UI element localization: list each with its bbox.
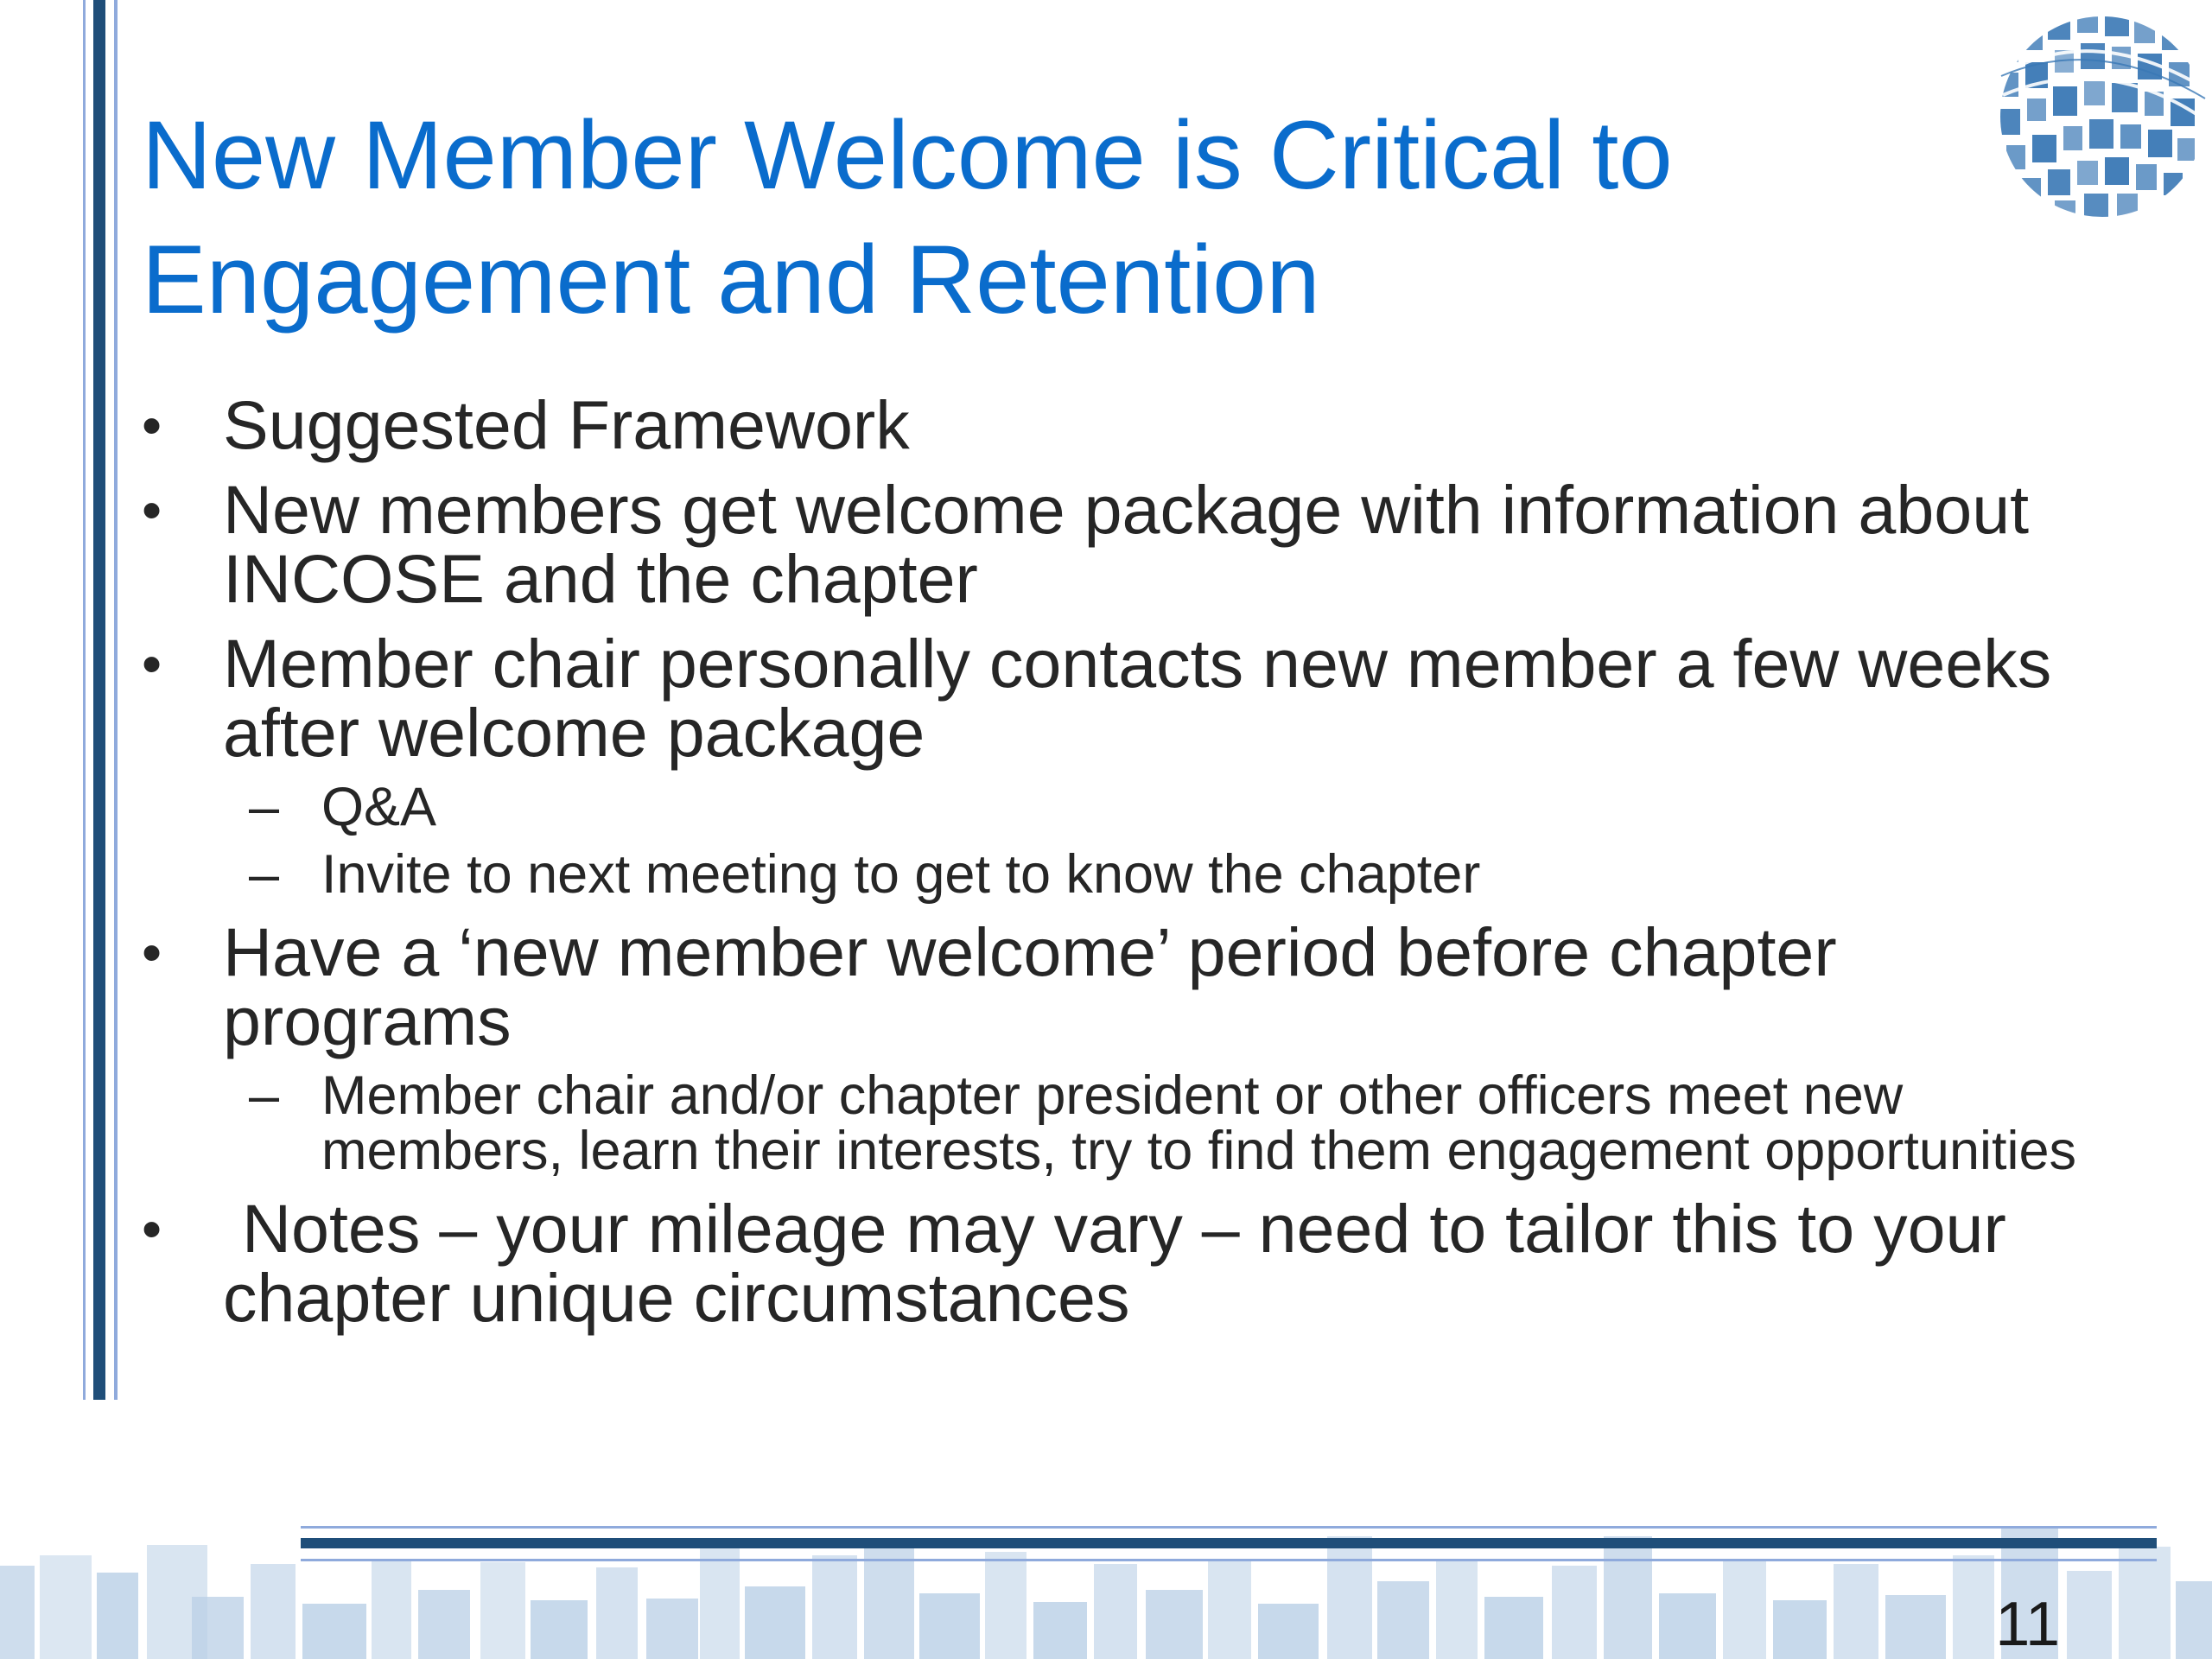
title-line-1: New Member Welcome is Critical to xyxy=(142,101,1673,209)
dash-marker: – xyxy=(249,844,280,905)
bullet-marker: • xyxy=(142,632,162,696)
bullet-marker: • xyxy=(142,478,162,542)
globe-tiles-logo xyxy=(1994,9,2210,225)
bullet-text: Suggested Framework xyxy=(223,386,910,463)
sub-bullet-list xyxy=(223,777,2094,905)
sub-bullet-text: Invite to next meeting to get to know the chapter xyxy=(321,844,1481,905)
left-rule-thin xyxy=(83,0,86,1400)
bullet-marker: • xyxy=(142,920,162,984)
dash-marker: – xyxy=(249,1065,280,1126)
dash-marker: – xyxy=(249,777,280,837)
sub-bullet-text: Q&A xyxy=(321,777,437,837)
bullet-item xyxy=(142,471,2094,617)
slide-number: 11 xyxy=(1995,1590,2060,1659)
bullet-text: Member chair personally contacts new member a few weeks after welcome package xyxy=(223,625,2052,771)
bullet-text: Have a ‘new member welcome’ period before chapter programs xyxy=(223,913,1837,1059)
sub-bullet-text: Member chair and/or chapter president or other officers meet new members, learn their interests, try to find them engagement opportunities xyxy=(321,1065,2077,1181)
bullet-text: Notes – your mileage may vary – need to tailor this to your chapter unique circumstances xyxy=(223,1190,2025,1336)
sub-bullet-item xyxy=(142,844,2094,905)
bullet-item xyxy=(142,1190,2094,1336)
footer-rule-thick xyxy=(301,1538,2157,1548)
sub-bullet-item xyxy=(142,1065,2094,1181)
slide-title xyxy=(142,93,1956,342)
bullet-list xyxy=(142,386,2094,1348)
bullet-item xyxy=(142,913,2094,1181)
title-line-2: Engagement and Retention xyxy=(142,226,1320,334)
bullet-item xyxy=(142,625,2094,905)
sub-bullet-item xyxy=(142,779,2094,835)
left-rule-thin xyxy=(114,0,118,1400)
footer-rule-thin xyxy=(301,1559,2157,1561)
bullet-item xyxy=(142,386,2094,463)
left-rule-thick xyxy=(93,0,105,1400)
bullet-text: New members get welcome package with information about INCOSE and the chapter xyxy=(223,471,2030,617)
bullet-marker: • xyxy=(142,1197,162,1261)
footer-rule-thin xyxy=(301,1526,2157,1529)
bullet-marker: • xyxy=(142,393,162,457)
sub-bullet-list xyxy=(223,1065,2094,1181)
